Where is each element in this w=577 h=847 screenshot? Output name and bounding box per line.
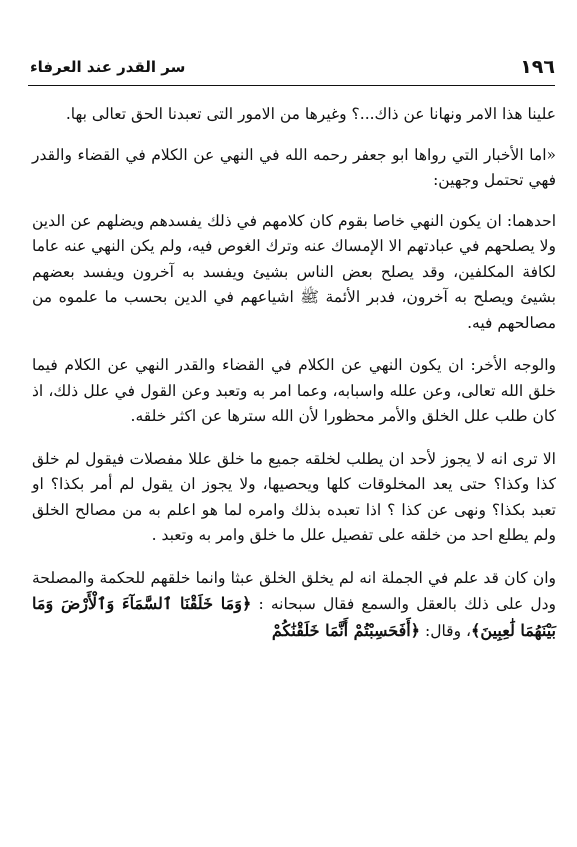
header-divider	[28, 85, 555, 86]
running-title: سر القدر عند العرفاء	[30, 58, 186, 76]
paragraph-2: «اما الأخبار التي رواها ابو جعفر رحمه الله في النهي عن الكلام في القضاء والقدر فهي تحتمل وجهين:	[32, 145, 556, 189]
page-number: ١٩٦	[520, 56, 555, 78]
body-text	[32, 102, 556, 661]
paragraph-5: الا ترى انه لا يجوز لأحد ان يطلب لخلقه جميع ما خلق عللا مفصلات فيقول لم خلق كذا وكذا؟ حتى يعد المخلوقات كلها ويحصيها، ولا يجوز ان يقول لم أمر بكذا؟ او تعبد بكذا؟ ونهى عن كذا ؟ اذا تعبده بذلك وامره لما هو اعلم به من مصالح الخلق ولم يطلع احد من خلقه على تفصيل علل ما خلق وامر به وتعبد .	[32, 449, 556, 544]
quran-verse-2: ﴿أَفَحَسِبْتُمْ أَنَّمَا خَلَقْنَٰكُمْ	[271, 620, 421, 640]
paragraph-6	[32, 566, 556, 645]
paragraph-6-connector: ، وقال:	[420, 621, 472, 640]
paragraph-1: علينا هذا الامر ونهانا عن ذاك...؟ وغيرها من الامور التى تعبدنا الحق تعالى بها.	[65, 105, 556, 123]
quran-verse-1: ﴿وَمَا خَلَقْنَا ٱلسَّمَآءَ وَٱلْأَرْضَ وَمَا بَيْنَهُمَا لَٰعِبِينَ﴾	[32, 594, 556, 640]
paragraph-6-text: وان كان قد علم في الجملة انه لم يخلق الخلق عبثا وانما خلقهم للحكمة والمصلحة ودل على ذلك بالعقل والسمع فقال سبحانه :	[32, 568, 556, 613]
page-header	[30, 56, 555, 82]
paragraph-3: احدهما: ان يكون النهي خاصا بقوم كان كلامهم في ذلك يفسدهم ويضلهم عن الدين ولا يصلحهم في عبادتهم الا الإمساك عنه وترك الغوص فيه، ولم يكن النهي عنه عاما لكافة المكلفين، وقد يصلح بعض الناس بشيئ ويفسد به آخرون ويفسد بعضهم بشيئ ويصلح به آخرون، فدبر الأئمة ﷺ اشياعهم في الدين بحسب ما علموه من مصالحهم فيه.	[32, 211, 556, 332]
paragraph-4: والوجه الأخر: ان يكون النهي عن الكلام في القضاء والقدر النهي عن الكلام فيما خلق الله تعالى، وعن علله واسبابه، وعما امر به وتعبد وعن القول في علل ذلك، اذ كان طلب علل الخلق والأمر محظورا لأن الله سترها عن اكثر خلقه.	[32, 356, 556, 425]
